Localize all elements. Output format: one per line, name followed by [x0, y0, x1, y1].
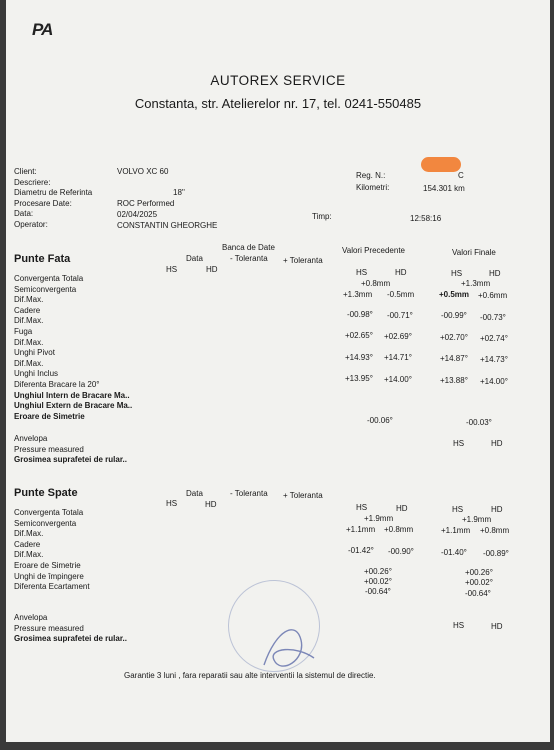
info-label: Operator: — [14, 219, 48, 229]
company-logo: PA — [32, 20, 53, 39]
row-label: Fuga — [14, 326, 33, 336]
rear-prev-hd: HD — [396, 504, 408, 513]
diameter-value: 18'' — [173, 188, 185, 197]
km-label: Kilometri: — [356, 183, 390, 192]
warranty-footer: Garantie 3 luni , fara reparatii sau alte interventii la sistemul de directie. — [124, 671, 376, 680]
front-axle-title: Punte Fata — [14, 253, 71, 265]
rear-final-semi-hd: +0.8mm — [480, 526, 510, 535]
rear-hs-header: HS — [166, 499, 178, 508]
row-label: Grosimea suprafetei de rular.. — [14, 634, 127, 644]
time-label: Timp: — [312, 212, 332, 221]
row-label: Diferenta Ecartament — [14, 582, 90, 592]
front-final-caster-hs: +02.70° — [440, 333, 468, 342]
rear-final-thrust: +00.02° — [465, 578, 493, 587]
operator-value: CONSTANTIN GHEORGHE — [117, 221, 218, 230]
rear-prev-total: +1.9mm — [364, 514, 394, 523]
row-label: Unghiul Extern de Bracare Ma.. — [14, 401, 133, 411]
final-values-header: Valori Finale — [452, 248, 496, 257]
rear-prev-thrust: +00.02° — [364, 577, 392, 586]
client-value: VOLVO XC 60 — [117, 167, 169, 176]
rear-final-track: -00.64° — [465, 589, 491, 598]
front-prev-kpi-hs: +14.93° — [345, 353, 373, 362]
rear-prev-symmetry: +00.26° — [364, 567, 392, 576]
processing-value: ROC Performed — [117, 199, 175, 208]
info-labels — [14, 167, 92, 231]
front-final-total: +1.3mm — [461, 279, 491, 288]
row-label: Dif.Max. — [14, 358, 44, 368]
final-hs: HS — [451, 269, 463, 278]
tol-minus-header: - Toleranta — [230, 254, 268, 263]
front-row-labels — [14, 274, 132, 422]
hd-header: HD — [206, 265, 218, 274]
row-label: Unghiul Intern de Bracare Ma.. — [14, 390, 130, 400]
time-value: 12:58:16 — [410, 214, 442, 223]
row-label: Pressure measured — [14, 623, 84, 633]
data-header: Data — [186, 254, 203, 263]
row-label: Dif.Max. — [14, 550, 44, 560]
front-tyre-hs: HS — [453, 439, 465, 448]
rear-prev-track: -00.64° — [365, 587, 391, 596]
document-page — [6, 0, 550, 742]
row-label: Unghi Inclus — [14, 369, 59, 379]
row-label: Cadere — [14, 539, 41, 549]
front-final-incl-hd: +14.00° — [480, 377, 508, 386]
row-label: Semiconvergenta — [14, 518, 77, 528]
front-final-caster-hd: +02.74° — [480, 334, 508, 343]
row-label: Eroare de Simetrie — [14, 560, 81, 570]
rear-tyre-hd: HD — [491, 622, 503, 631]
km-value: 154.301 km — [423, 184, 465, 193]
front-final-semi-hs: +0.5mm — [439, 290, 470, 299]
front-prev-camber-hd: -00.71° — [387, 311, 413, 320]
rear-final-symmetry: +00.26° — [465, 568, 493, 577]
date-value: 02/04/2025 — [117, 210, 158, 219]
row-label: Dif.Max. — [14, 316, 44, 326]
hs-header: HS — [166, 265, 178, 274]
row-label: Dif.Max. — [14, 295, 44, 305]
rear-final-hd: HD — [491, 505, 503, 514]
rear-final-total: +1.9mm — [462, 515, 492, 524]
rear-data-header: Data — [186, 489, 203, 498]
rear-prev-semi-hd: +0.8mm — [384, 525, 414, 534]
rear-tyre-hs: HS — [453, 621, 465, 630]
front-tyre-hd: HD — [491, 439, 503, 448]
front-prev-incl-hs: +13.95° — [345, 374, 373, 383]
rear-final-semi-hs: +1.1mm — [441, 526, 471, 535]
row-label: Cadere — [14, 305, 41, 315]
rear-hd-header: HD — [205, 500, 217, 509]
front-final-kpi-hd: +14.73° — [480, 355, 508, 364]
prev-hd: HD — [395, 268, 407, 277]
front-prev-symmetry: -00.06° — [367, 416, 393, 425]
front-final-semi-hd: +0.6mm — [478, 291, 508, 300]
info-label: Client: — [14, 167, 37, 176]
row-label: Convergenta Totala — [14, 508, 84, 517]
row-label: Semiconvergenta — [14, 284, 77, 294]
final-hd: HD — [489, 269, 501, 278]
database-header: Banca de Date — [222, 243, 275, 252]
info-label: Data: — [14, 209, 34, 219]
front-prev-kpi-hd: +14.71° — [384, 353, 412, 362]
rear-prev-camber-hd: -00.90° — [388, 547, 414, 556]
reg-value: C — [458, 171, 464, 180]
row-label: Dif.Max. — [14, 337, 44, 347]
front-final-incl-hs: +13.88° — [440, 376, 468, 385]
row-label: Unghi de împingere — [14, 571, 84, 581]
front-final-camber-hd: -00.73° — [480, 313, 506, 322]
row-label: Convergenta Totala — [14, 274, 84, 283]
prev-values-header: Valori Precedente — [342, 246, 405, 255]
info-label: Descriere: — [14, 177, 51, 187]
front-prev-camber-hs: -00.98° — [347, 310, 373, 319]
row-label: Unghi Pivot — [14, 348, 55, 358]
rear-axle-title: Punte Spate — [14, 487, 78, 499]
rear-final-camber-hs: -01.40° — [441, 548, 467, 557]
row-label: Diferenta Bracare la 20° — [14, 379, 100, 389]
rear-row-labels — [14, 508, 90, 593]
rear-prev-semi-hs: +1.1mm — [346, 525, 376, 534]
front-final-camber-hs: -00.99° — [441, 311, 467, 320]
document-title: AUTOREX SERVICE — [210, 73, 346, 88]
front-prev-semi-hd: -0.5mm — [387, 290, 415, 299]
prev-hs: HS — [356, 268, 368, 277]
rear-tol-minus-header: - Toleranta — [230, 489, 268, 498]
row-label: Anvelopa — [14, 613, 48, 622]
rear-prev-camber-hs: -01.42° — [348, 546, 374, 555]
rear-tol-plus-header: + Toleranta — [283, 491, 323, 500]
row-label: Pressure measured — [14, 444, 84, 454]
row-label: Dif.Max. — [14, 529, 44, 539]
rear-final-hs: HS — [452, 505, 464, 514]
reg-label: Reg. N.: — [356, 171, 386, 180]
rear-final-camber-hd: -00.89° — [483, 549, 509, 558]
front-prev-caster-hd: +02.69° — [384, 332, 412, 341]
signature-mark — [256, 610, 326, 680]
info-label: Procesare Date: — [14, 198, 72, 208]
row-label: Anvelopa — [14, 434, 48, 443]
front-prev-caster-hs: +02.65° — [345, 331, 373, 340]
tol-plus-header: + Toleranta — [283, 256, 323, 265]
front-final-symmetry: -00.03° — [466, 418, 492, 427]
rear-prev-hs: HS — [356, 503, 368, 512]
front-prev-total: +0.8mm — [361, 279, 391, 288]
front-tyre-labels — [14, 434, 127, 466]
row-label: Eroare de Simetrie — [14, 411, 85, 421]
address-line: Constanta, str. Atelierelor nr. 17, tel. 0241-550485 — [134, 96, 422, 111]
front-prev-semi-hs: +1.3mm — [343, 290, 373, 299]
redaction-blot — [421, 157, 461, 172]
front-final-kpi-hs: +14.87° — [440, 354, 468, 363]
row-label: Grosimea suprafetei de rular.. — [14, 455, 127, 465]
front-prev-incl-hd: +14.00° — [384, 375, 412, 384]
info-label: Diametru de Referinta — [14, 188, 93, 198]
rear-tyre-labels — [14, 613, 127, 645]
